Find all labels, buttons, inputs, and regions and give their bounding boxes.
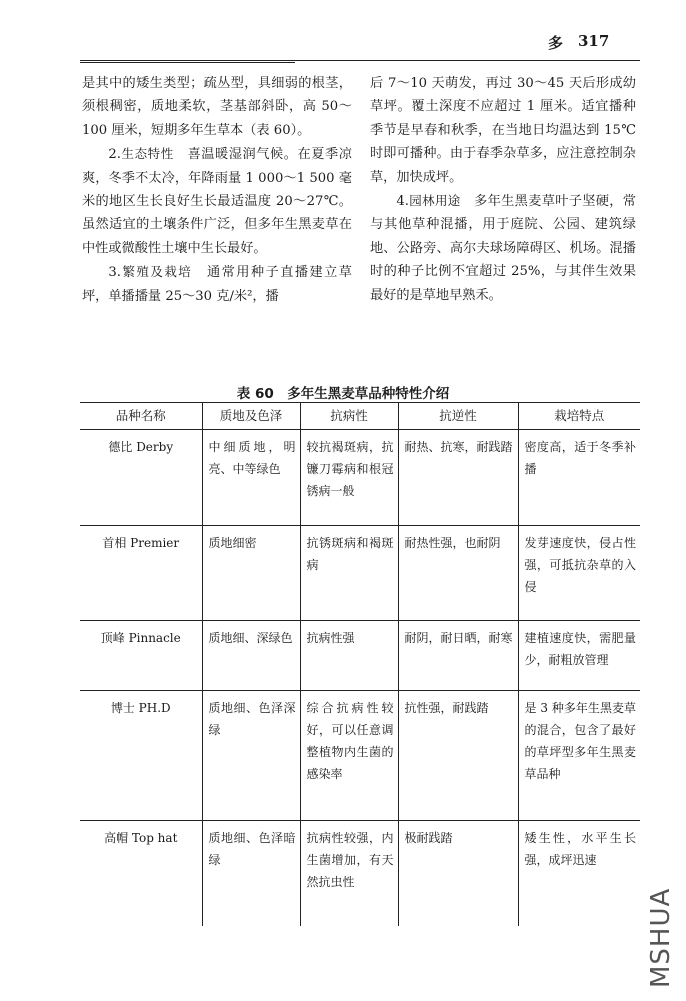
column-header-cultivation: 栽培特点 bbox=[518, 403, 640, 430]
running-header-character: 多 bbox=[548, 34, 564, 52]
cell-cultivation: 是 3 种多年生黑麦草的混合，包含了最好的草坪型多年生黑麦草品种 bbox=[518, 691, 640, 821]
cell-disease-resistance: 抗病性较强，内生菌增加，有天然抗虫性 bbox=[300, 821, 398, 926]
cell-disease-resistance: 综合抗病性较好，可以任意调整植物内生菌的感染率 bbox=[300, 691, 398, 821]
cell-stress-resistance: 耐热性强，也耐阴 bbox=[398, 526, 518, 621]
cell-stress-resistance: 耐阴，耐日晒，耐寒 bbox=[398, 621, 518, 691]
paragraph-propagation-continued: 后 7～10 天萌发，再过 30～45 天后形成幼草坪。覆土深度不应超过 1 厘米。适宜播种季节是早春和秋季，在当地日均温达到 15℃时即可播种。由于春季杂草多，应注意控制杂草，加快成坪。 bbox=[370, 76, 636, 185]
cell-disease-resistance: 抗病性强 bbox=[300, 621, 398, 691]
table-row bbox=[80, 430, 640, 526]
cell-cultivation: 密度高，适于冬季补播 bbox=[518, 430, 640, 526]
cell-variety-name: 高帽 Top hat bbox=[104, 831, 178, 845]
cell-cultivation: 建植速度快，需肥量少，耐粗放管理 bbox=[518, 621, 640, 691]
item-keyword: 生态特性 bbox=[120, 146, 174, 162]
cell-stress-resistance: 耐热、抗寒，耐践踏 bbox=[398, 430, 518, 526]
cell-texture: 质地细、色泽深绿 bbox=[202, 691, 300, 821]
cell-disease-resistance: 抗锈斑病和褐斑病 bbox=[300, 526, 398, 621]
cell-stress-resistance: 抗性强，耐践踏 bbox=[398, 691, 518, 821]
item-keyword: 园林用途 bbox=[408, 193, 461, 209]
table-row bbox=[80, 621, 640, 691]
right-text-column bbox=[370, 72, 636, 307]
header-rule bbox=[80, 60, 640, 61]
column-header-disease-resistance: 抗病性 bbox=[300, 403, 398, 430]
header-left-rule bbox=[80, 62, 295, 63]
cell-cultivation: 矮生性，水平生长强，成坪迅速 bbox=[518, 821, 640, 926]
variety-table bbox=[80, 402, 640, 926]
paragraph-1-continuation: 是其中的矮生类型；疏丛型，具细弱的根茎，须根稠密，质地柔软，茎基部斜卧，高 50～100 厘米，短期多年生草本（表 60）。 bbox=[82, 76, 352, 138]
cell-texture: 质地细、色泽暗绿 bbox=[202, 821, 300, 926]
cell-variety-name: 德比 Derby bbox=[80, 430, 202, 526]
table-row bbox=[80, 691, 640, 821]
watermark: MSHUA bbox=[646, 887, 676, 989]
page-number: 317 bbox=[578, 32, 610, 50]
paragraph-landscape-use bbox=[370, 189, 636, 307]
column-header-texture: 质地及色泽 bbox=[202, 403, 300, 430]
table-row bbox=[80, 821, 640, 926]
cell-cultivation: 发芽速度快，侵占性强，可抵抗杂草的入侵 bbox=[518, 526, 640, 621]
item-number: 4. bbox=[396, 194, 409, 210]
item-keyword: 繁殖及栽培 bbox=[120, 264, 193, 280]
cell-variety-name: 顶峰 Pinnacle bbox=[80, 621, 202, 691]
item-number: 2. bbox=[108, 147, 121, 163]
left-text-column bbox=[82, 72, 352, 308]
cell-texture: 中细质地，明亮、中等绿色 bbox=[202, 430, 300, 526]
column-header-stress-resistance: 抗逆性 bbox=[398, 403, 518, 430]
paragraph-ecological-traits bbox=[82, 142, 352, 260]
column-header-variety: 品种名称 bbox=[80, 403, 202, 430]
item-text: 多年生黑麦草叶子坚硬，常与其他草种混播，用于庭院、公园、建筑绿地、公路旁、高尔夫球场障碍区、机场。混播时的种子比例不宜超过 25%，与其伴生效果最好的是草地早熟禾。 bbox=[370, 194, 636, 303]
table-row bbox=[80, 526, 640, 621]
table-title: 表 60 多年生黑麦草品种特性介绍 bbox=[236, 386, 450, 402]
item-number: 3. bbox=[108, 265, 121, 281]
item-text: 喜温暖湿润气候。在夏季凉爽，冬季不太冷，年降雨量 1 000～1 500 毫米的地区生长良好生长最适温度 20～27℃。虽然适宜的土壤条件广泛，但多年生黑麦草在中性或微酸性土壤中生长最好。 bbox=[82, 147, 352, 256]
paragraph-propagation bbox=[82, 260, 352, 308]
table-header-row bbox=[80, 403, 640, 430]
cell-variety-name: 首相 Premier bbox=[80, 526, 202, 621]
cell-texture: 质地细密 bbox=[202, 526, 300, 621]
cell-variety-name: 博士 PH.D bbox=[80, 691, 202, 821]
cell-texture: 质地细、深绿色 bbox=[202, 621, 300, 691]
cell-stress-resistance: 极耐践踏 bbox=[398, 821, 518, 926]
cell-disease-resistance: 较抗褐斑病，抗镰刀霉病和根冠锈病一般 bbox=[300, 430, 398, 526]
item-text: 通常用种子直播建立草坪，单播播量 25～30 克/米²，播 bbox=[82, 265, 352, 304]
